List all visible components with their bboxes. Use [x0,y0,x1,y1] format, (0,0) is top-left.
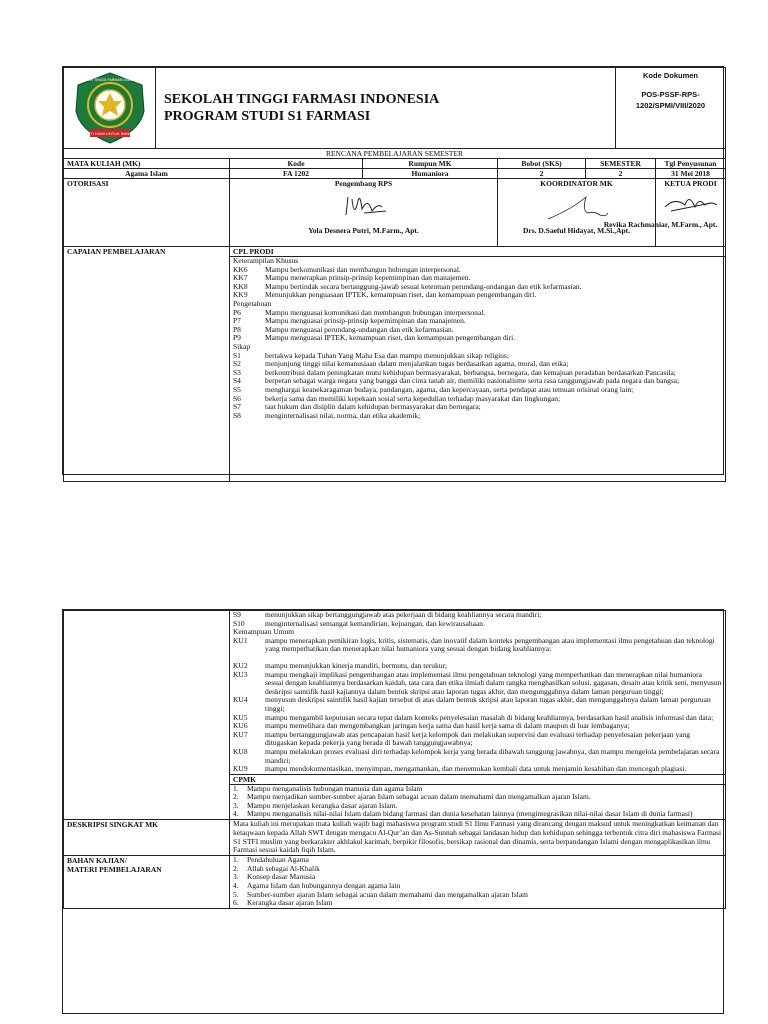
doc-code: POS-PSSF-RPS-1202/SPMI/VIII/2020 [635,90,706,110]
list-item: P6 Mampu menguasai komunikasi dan membangun hubungan interpersonal. [233,307,486,317]
list-item: KK9 Menunjukkan penguasaan IPTEK, kemampuan riset, dan kemampuan pengembangan diri. [233,290,537,300]
list-item: 5. Sumber-sumber ajaran Islam sebagai acuan dalam memahami dan mengamalkan ajaran Islam [233,889,528,899]
list-item: S5 menghargai keanekaragaman budaya, pandangan, agama, dan kepercayaan, serta pendapat atau temuan orisinal orang lain; [233,384,634,394]
list-item: 2. Allah sebagai Al-Khalik [233,863,320,873]
ketua-signature [661,189,721,219]
capaian-label: CAPAIAN PEMBELAJARAN [64,247,230,482]
cpl-content [230,257,726,482]
list-item: 3. Mampu menjelaskan kerangka dasar ajaran Islam. [233,800,398,810]
col-header-kode: Kode [230,159,363,169]
list-item: KU3 mampu mengkaji implikasi pengembangan atau implementasi ilmu pengetahuan teknologi yang memperhatikan dan menerapkan nilai humaniora sesuai dengan keahliannya berdasarkan kaidah, tata cara dan etika ilmiah dalam rangka menghasilkan solusi, gagasan, desain atau kritik seni, menyusun deskripsi saintifik hasil kajiannya dalam bentuk skripsi atau laporan tugas akhir, dan mengunggahnya dalam laman perguruan tinggi; [233,669,722,696]
school-title-cell [156,68,616,149]
value-mk: Agama Islam [64,169,230,179]
list-item: P8 Mampu menguasai perundang-undangan dan etik kefarmasian. [233,324,454,334]
list-item: 1. Mampu menganalisis hubungan manusia dan agama Islam [233,783,423,793]
svg-text:BAKTI KAMI UNTUK BANGSA: BAKTI KAMI UNTUK BANGSA [81,131,138,136]
list-item: 1. Pendahuluan Agama [233,855,309,865]
cpl-prodi-label: CPL PRODI [230,247,726,257]
rps-title: RENCANA PEMBELAJARAN SEMESTER [64,149,726,159]
bahan-content [230,856,726,909]
cpmk-content [230,784,726,819]
pengetahuan-list [233,309,722,343]
col-header-rumpun: Rumpun MK [363,159,498,169]
list-item: S1 bertakwa kepada Tuhan Yang Maha Esa dan mampu menunjukkan sikap religius; [233,350,509,360]
pengembang-signature [334,189,394,225]
list-item: P7 Mampu menguasai prinsip-prinsip kepemimpinan dan manajemen. [233,316,466,326]
capaian-table [63,246,726,482]
list-item: KU7 mampu bertanggungjawab atas pencapaian hasil kerja kelompok dan melakukan supervisi dan evaluasi terhadap penyelesaian pekerjaan yang ditugaskan kepada pekerja yang berada di bawah tanggungjawabnya; [233,729,691,748]
keterampilan-list [233,266,722,300]
course-info-table [63,148,726,247]
pengembang-cell [230,179,498,247]
program-name: PROGRAM STUDI S1 FARMASI [164,109,371,124]
col-header-tgl: Tgl Penyusunan [656,159,726,169]
list-item: S9 menunjukkan sikap bertanggungjawab atas pekerjaan di bidang keahliannya secara mandiri; [233,610,542,619]
list-item: KU9 mampu mendokumentasikan, menyimpan, mengamankan, dan menemukan kembali data untuk menjamin kesahihan dan mencegah plagiasi. [233,764,687,774]
otorisasi-label: OTORISASI [64,179,230,247]
ketua-name: Revika Rachmaniar, M.Farm., Apt. [603,220,718,229]
doc-code-label: Kode Dokumen [642,71,698,80]
value-bobot: 2 [498,169,586,179]
ku-label: Kemampuan Umum [233,627,295,637]
list-item: S4 berperan sebagai warga negara yang bangga dan cinta tanah air, memiliki nasionalisme serta rasa tanggungjawab pada negara dan bangsa; [233,376,680,386]
doc-code-cell [616,68,726,149]
bahan-label-1: BAHAN KAJIAN/ [67,856,127,866]
document-page-2 [62,609,724,1014]
list-item: 3. Konsep dasar Manusia [233,872,316,882]
value-kode: FA 1202 [230,169,363,179]
list-item: S6 bekerja sama dan memiliki kepekaan sosial serta kepedulian terhadap masyarakat dan lingkungan; [233,393,561,403]
sikap-list [233,352,722,421]
bahan-label-2: MATERI PEMBELAJARAN [67,865,162,875]
list-item: S8 menginternalisasi nilai, norma, dan etika akademik; [233,410,421,420]
sikap-label: Sikap [233,341,251,351]
col-header-bobot: Bobot (SKS) [498,159,586,169]
list-item: 4. Mampu menganalisis nilai-nilai Islam dalam bidang farmasi dan dunia kesehatan lainnya (mengintegrasikan nilai-nilai dasar Islam di dunia farmasi) [233,809,693,819]
col-header-semester: SEMESTER [586,159,656,169]
koordinator-name: Drs. D.Saeful Hidayat, M.Si.,Apt. [522,226,631,235]
capaian-continued-table [63,610,726,909]
list-item: P9 Mampu menguasai IPTEK, kemampuan riset, dan kemampuan pengembangan diri. [233,333,516,343]
keterampilan-label: Keterampilan Khusus [233,256,299,265]
list-item: KU5 mampu mengambil keputusan secara tepat dalam konteks penyelesaian masalah di bidang keahliannya, berdasarkan hasil analisis informasi dan data; [233,712,714,722]
list-item: 6. Kerangka dasar ajaran Islam [233,898,333,908]
list-item: S3 berkontribusi dalam peningkatan mutu kehidupan bermasyarakat, berbangsa, bernegara, dan kemajuan peradaban berdasarkan Pancasila; [233,367,676,377]
value-rumpun: Humaniora [363,169,498,179]
value-tgl: 31 Mei 2018 [656,169,726,179]
list-item: KU4 menyusun deskripsi saintifik hasil kajian tersebut di atas dalam bentuk skripsi atau laporan tugas akhir, dan mengunggahnya dalam laman perguruan tinggi; [233,695,711,713]
cpl-continued-content [230,611,726,775]
list-item: KU6 mampu memelihara dan mengembangkan jaringan kerja sama dan hasil kerja sama di dalam maupun di luar lembaganya; [233,721,630,731]
logo-cell [64,68,156,149]
list-item: S2 menjunjung tinggi nilai kemanusiaan dalam menjalankan tugas berdasarkan agama, moral, dan etika; [233,359,569,369]
pengembang-name: Yola Desnera Putri, M.Farm., Apt. [308,226,419,235]
deskripsi-label: DESKRIPSI SINGKAT MK [64,820,230,856]
document-page-1 [62,66,724,475]
ketua-cell [603,179,726,247]
bahan-label-cell [64,856,230,909]
value-semester: 2 [586,169,656,179]
col-header-mk: MATA KULIAH (MK) [64,159,230,169]
list-item: KU8 mampu melakukan proses evaluasi diri terhadap kelompok kerja yang berada dibawah tanggung jawabnya, dan mampu mengelola pembelajaran secara mandiri; [233,746,720,765]
list-item: S7 taat hukum dan disiplin dalam kehidupan bermasyarakat dan bernegara; [233,402,481,412]
list-item: KU2 mampu menunjukkan kinerja mandiri, bermutu, dan terukur; [233,660,448,670]
school-name: SEKOLAH TINGGI FARMASI INDONESIA [164,92,440,107]
capaian-continued-label-cell [64,611,230,820]
list-item: 2. Mampu menjadikan sumber-sumber ajaran Islam sebagai acuan dalam memahami dan mengamalkan ajaran Islam. [233,792,591,802]
pengetahuan-label: Pengetahuan [233,298,272,308]
list-item: S10 menginternalisasi semangat kemandirian, kejuangan, dan kewirausahaan. [233,618,485,628]
cpmk-label: CPMK [230,774,726,784]
header-table [63,67,726,149]
list-item: KK8 Mampu bertindak secara bertanggung-jawab sesuai ketentuan perundang-undangan dan etik kefarmasian. [233,281,582,291]
koordinator-cell [498,179,656,247]
ketua-label: KETUA PRODI [664,179,717,188]
koordinator-label: KOORDINATOR MK [540,179,613,188]
list-item: KK7 Mampu menerapkan prinsip-prinsip kepemimpinan dan manajemen. [233,273,471,283]
pengembang-label: Pengembang RPS [334,179,393,188]
list-item: KK6 Mampu berkomunikasi dan membangun hubungan interpersonal. [233,264,461,274]
list-item: KU1 mampu menerapkan pemikiran logis, kritis, sistematis, dan inovatif dalam konteks pengembangan atau implementasi ilmu pengetahuan dan teknologi yang memperhatikan dan menerapkan nilai humaniora yang sesuai dengan bidang keahliannya; [233,635,715,654]
deskripsi-text: Mata kuliah ini merupakan mata kuliah wajib bagi mahasiswa program studi S1 Ilmu Farmasi yang dirancang dengan maksud untuk meningkatkan keimanan dan ketaqwaan kepada Allah SWT dengan mengacu Al-Qur’an dan As-Sunnah sebagai landasan hidup dan kehidupan sehingga terbentuk citra diri mahasiswa Farmasi S1 STFI muslim yang berkarakter akhlakul karimah, berpikir filosofis, bersikap rasional dan dinamis, serta berpandangan Islami dengan mengaplikasikan ilmu Farmasi sesuai kaidah fiqih Islam. [230,820,726,856]
stfi-logo [70,71,150,145]
svg-text:SEKOLAH TINGGI FARMASI INDONES: SEKOLAH TINGGI FARMASI INDONESIA [75,78,144,82]
list-item: 4. Agama Islam dan hubungannya dengan agama lain [233,881,401,891]
